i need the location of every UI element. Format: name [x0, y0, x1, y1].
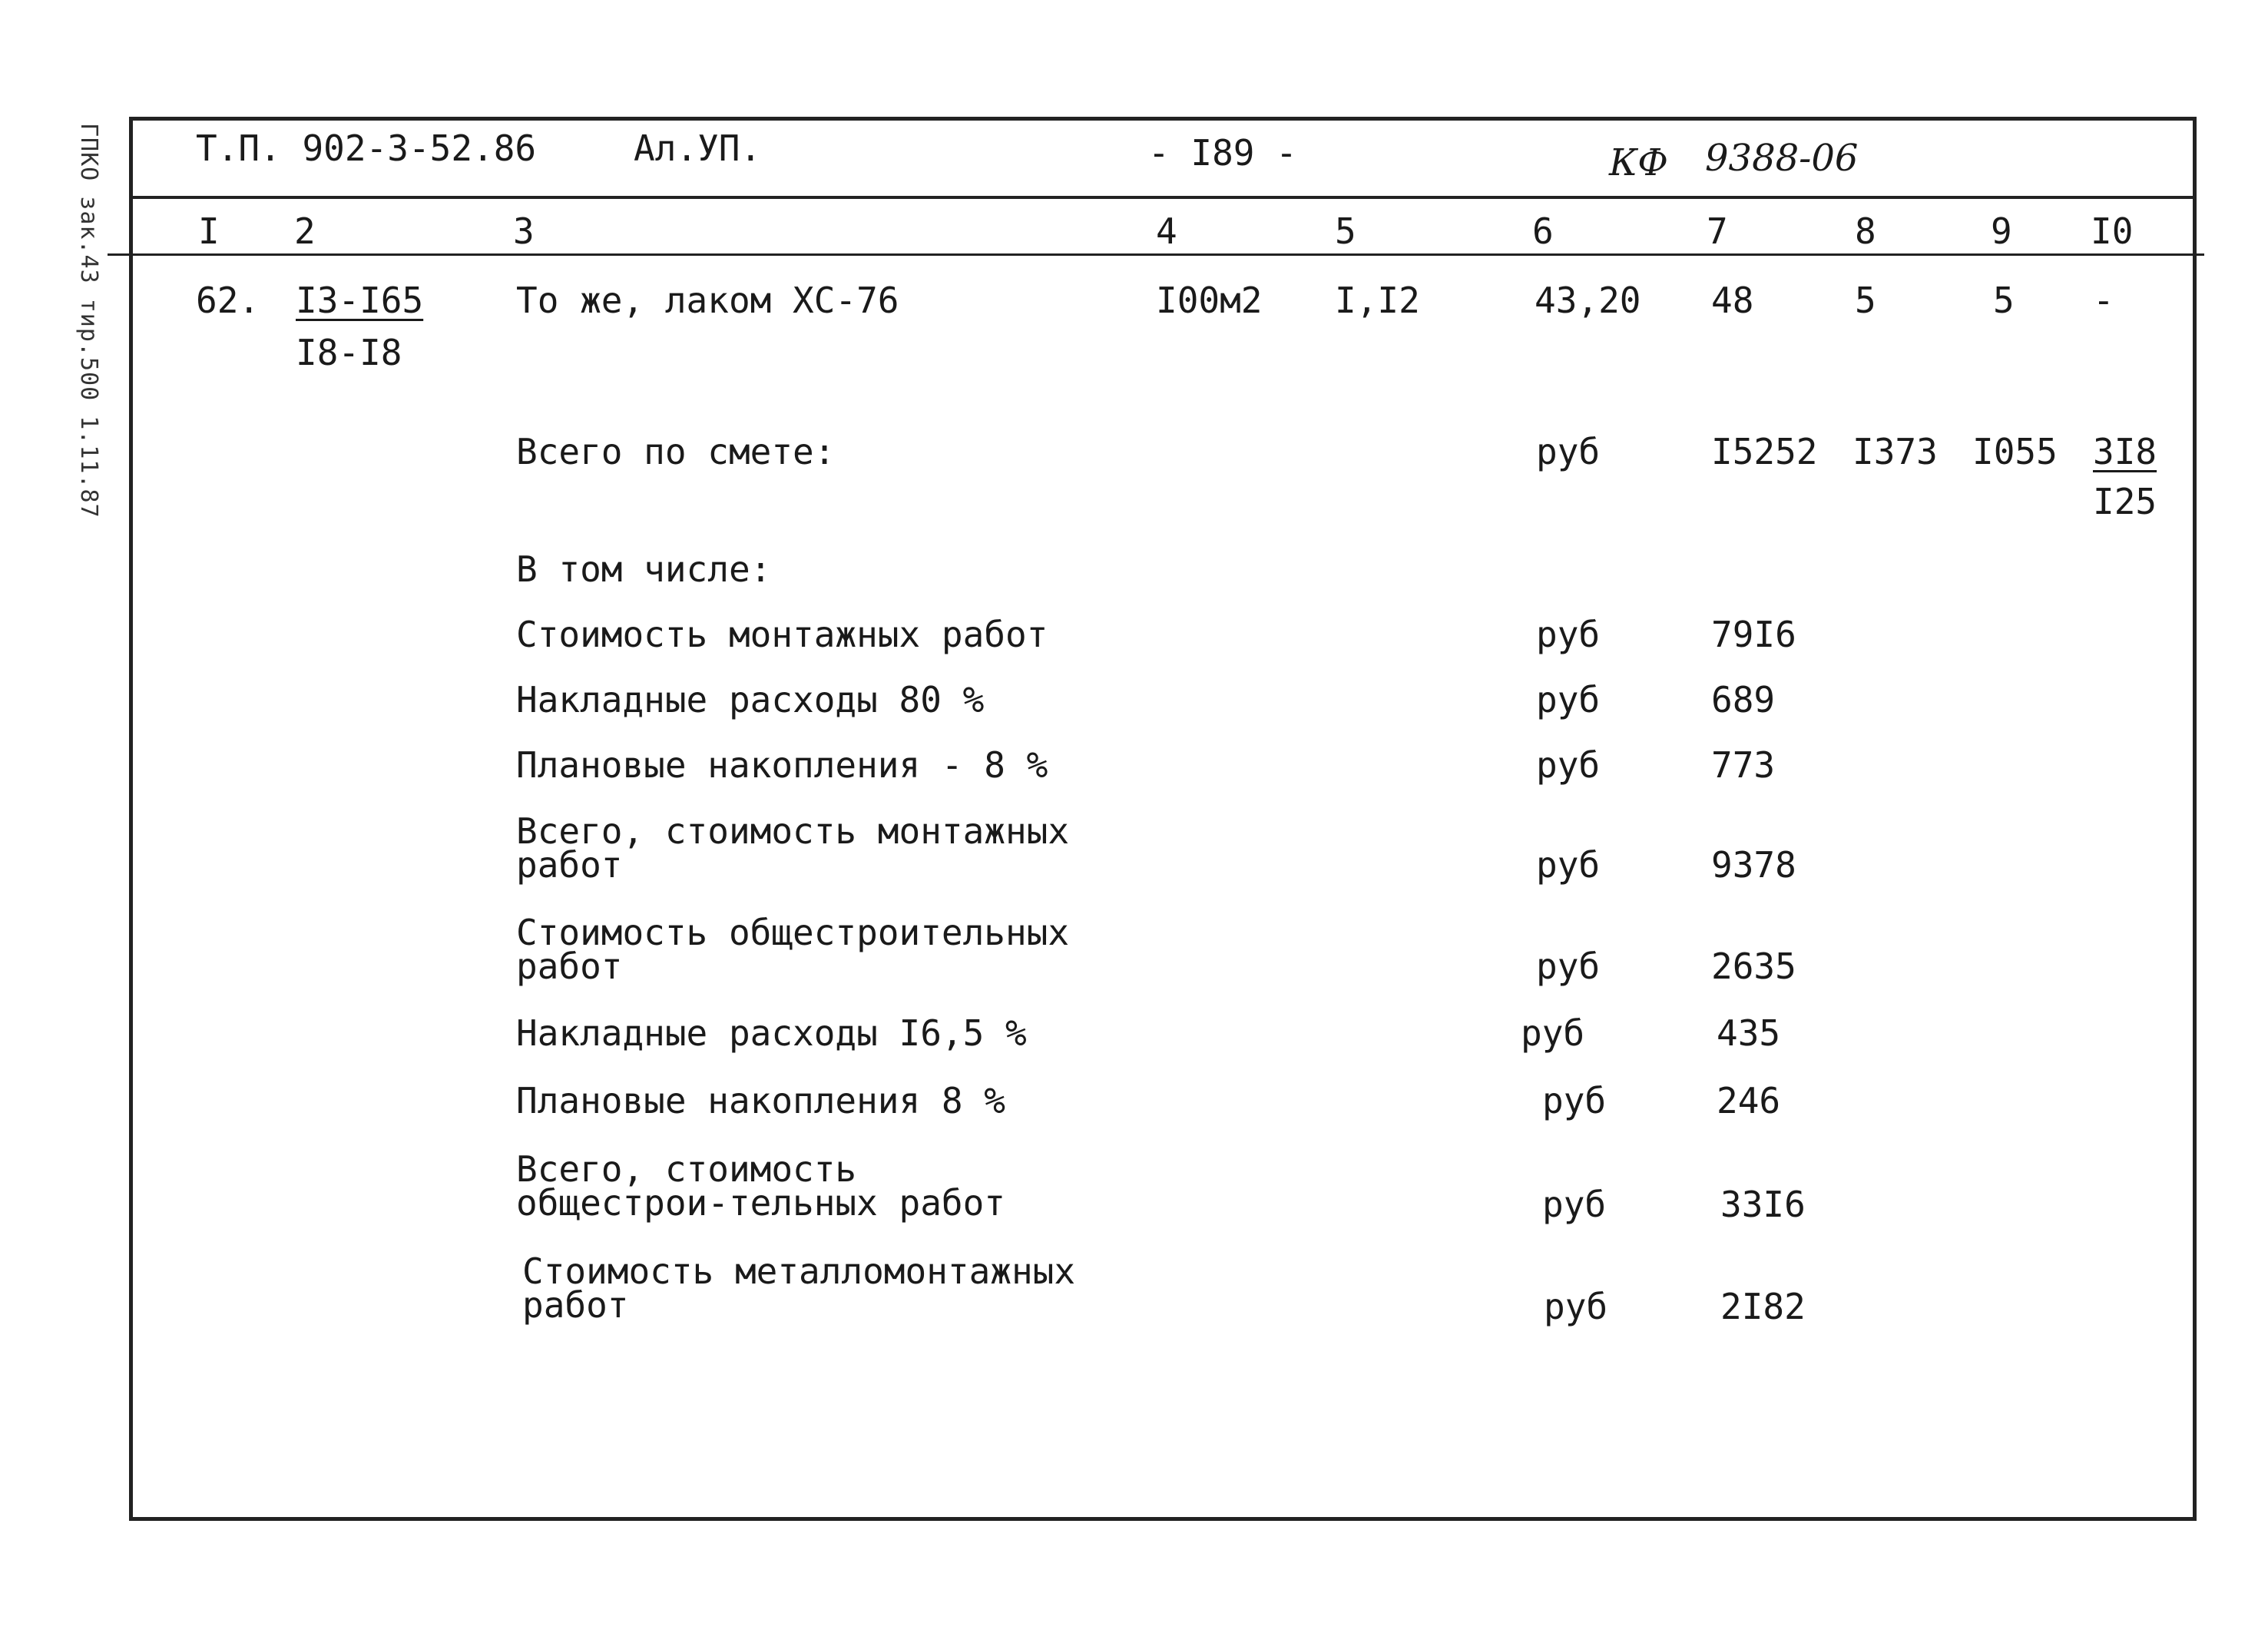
- item-unit-price: 43,20: [1535, 280, 1641, 321]
- breakdown-value: 689: [1711, 679, 1776, 720]
- breakdown-label: Всего, стоимость общестрои-тельных работ: [516, 1148, 1005, 1224]
- breakdown-unit: руб: [1544, 1286, 1608, 1327]
- breakdown-unit: руб: [1536, 844, 1601, 886]
- column-number-3: 3: [513, 210, 535, 252]
- item-col8: 5: [1855, 280, 1876, 321]
- breakdown-label: Стоимость общестроительных работ: [516, 912, 1070, 987]
- totals-col10-top: 3I8: [2093, 431, 2157, 472]
- breakdown-label: Плановые накопления 8 %: [516, 1080, 1005, 1121]
- totals-label: Всего по смете:: [516, 431, 836, 472]
- column-number-2: 2: [294, 210, 316, 252]
- column-header-divider: [108, 253, 2204, 256]
- breakdown-unit: руб: [1542, 1184, 1607, 1225]
- margin-note: ГПКО зак.43 тир.500 1.11.87: [75, 123, 102, 518]
- breakdown-value: 79I6: [1711, 614, 1796, 655]
- breakdown-value: 9378: [1711, 844, 1796, 886]
- column-number-1: I: [198, 210, 220, 252]
- tp-code: Т.П. 902-3-52.86: [196, 128, 537, 169]
- totals-col7: I5252: [1711, 431, 1818, 472]
- breakdown-unit: руб: [1521, 1012, 1585, 1054]
- totals-col8: I373: [1852, 431, 1938, 472]
- totals-unit: руб: [1536, 431, 1601, 472]
- breakdown-label: Накладные расходы 80 %: [516, 679, 985, 720]
- page-number: - I89 -: [1148, 132, 1297, 174]
- item-quantity: I,I2: [1335, 280, 1420, 321]
- column-number-4: 4: [1156, 210, 1177, 252]
- item-code-bottom: I8-I8: [296, 332, 402, 373]
- breakdown-value: 2I82: [1720, 1286, 1806, 1327]
- column-number-9: 9: [1991, 210, 2012, 252]
- document-frame: [129, 117, 2197, 1521]
- item-code-top: I3-I65: [296, 280, 424, 321]
- item-col10: -: [2093, 280, 2114, 321]
- breakdown-label: Стоимость монтажных работ: [516, 614, 1048, 655]
- item-unit: I00м2: [1156, 280, 1263, 321]
- breakdown-value: 246: [1717, 1080, 1781, 1121]
- album-label: Ал.УП.: [634, 128, 762, 169]
- breakdown-unit: руб: [1536, 614, 1601, 655]
- breakdown-unit: руб: [1536, 946, 1601, 987]
- header-divider: [129, 196, 2197, 199]
- totals-col10-bottom: I25: [2093, 481, 2157, 522]
- breakdown-label: Стоимость металломонтажных работ: [522, 1250, 1076, 1326]
- item-col9: 5: [1993, 280, 2015, 321]
- order-prefix: КФ: [1609, 141, 1668, 184]
- item-description: То же, лаком ХС-76: [516, 280, 899, 321]
- breakdown-value: 2635: [1711, 946, 1796, 987]
- item-number: 62.: [196, 280, 260, 321]
- breakdown-value: 33I6: [1720, 1184, 1806, 1225]
- order-number: 9388-06: [1705, 137, 1859, 180]
- breakdown-unit: руб: [1536, 744, 1601, 786]
- breakdown-value: 773: [1711, 744, 1776, 786]
- including-label: В том числе:: [516, 548, 772, 590]
- breakdown-label: Всего, стоимость монтажных работ: [516, 810, 1070, 886]
- column-number-5: 5: [1335, 210, 1356, 252]
- breakdown-unit: руб: [1536, 679, 1601, 720]
- column-number-6: 6: [1532, 210, 1554, 252]
- totals-col9: I055: [1972, 431, 2058, 472]
- breakdown-label: Плановые накопления - 8 %: [516, 744, 1048, 786]
- breakdown-value: 435: [1717, 1012, 1781, 1054]
- breakdown-label: Накладные расходы I6,5 %: [516, 1012, 1027, 1054]
- item-total: 48: [1711, 280, 1754, 321]
- breakdown-unit: руб: [1542, 1080, 1607, 1121]
- column-number-10: I0: [2091, 210, 2134, 252]
- column-number-7: 7: [1707, 210, 1728, 252]
- column-number-8: 8: [1855, 210, 1876, 252]
